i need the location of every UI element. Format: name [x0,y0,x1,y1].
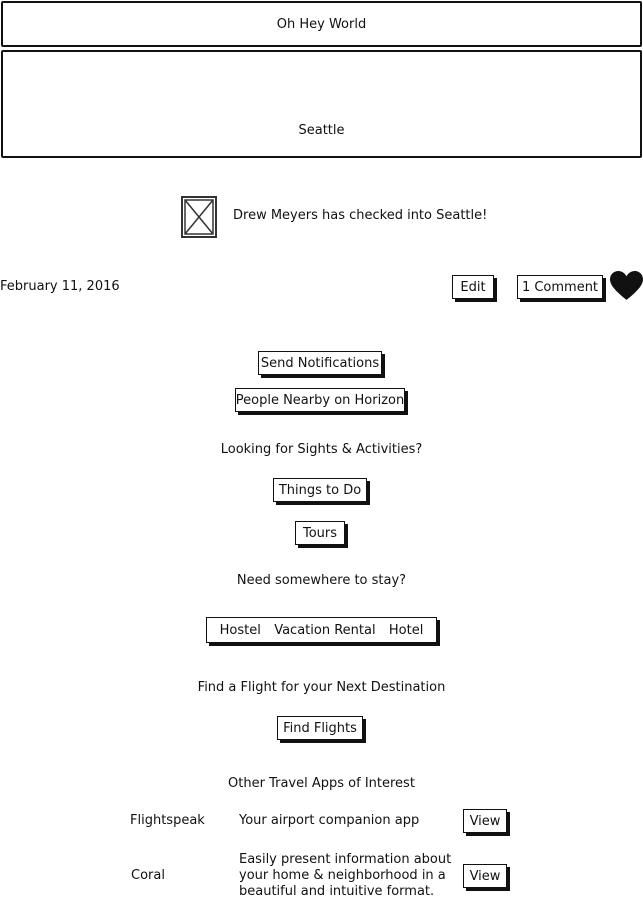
things-to-do-button[interactable]: Things to Do [273,478,367,502]
app-description [239,852,451,900]
app-name: Coral [131,868,165,883]
lodging-segmented-control [206,617,437,643]
comment-button[interactable]: 1 Comment [517,275,603,299]
view-coral-button[interactable]: View [463,864,507,888]
header-bar [1,1,642,47]
avatar-image-placeholder [181,196,217,238]
image-placeholder-icon [183,198,215,236]
send-notifications-button[interactable]: Send Notifications [258,351,382,375]
app-description [239,813,419,829]
find-flights-button[interactable]: Find Flights [277,716,363,740]
view-flightspeak-button[interactable]: View [463,809,507,833]
app-description-line: Easily present information about [239,852,452,867]
people-nearby-button[interactable]: People Nearby on Horizon [235,388,405,412]
hero-city: Seattle [298,123,345,138]
app-name: Flightspeak [130,813,205,828]
checkin-message: Drew Meyers has checked into Seattle! [233,208,488,223]
hostel-option[interactable]: Hostel [219,622,261,638]
heart-icon[interactable] [610,271,643,301]
hotel-option[interactable]: Hotel [388,622,424,638]
app-description-line: beautiful and intuitive format. [239,884,435,899]
app-title: Oh Hey World [276,16,367,32]
app-description-line: Your airport companion app [239,813,420,828]
stay-heading: Need somewhere to stay? [236,573,407,588]
post-date: February 11, 2016 [0,279,120,294]
sights-heading: Looking for Sights & Activities? [220,442,423,457]
vacation-rental-option[interactable]: Vacation Rental [274,622,376,638]
edit-button[interactable]: Edit [452,275,494,299]
flights-heading: Find a Flight for your Next Destination [197,680,446,695]
app-description-line: your home & neighborhood in a [239,868,446,883]
apps-heading: Other Travel Apps of Interest [228,776,415,791]
tours-button[interactable]: Tours [295,521,345,545]
hero-banner [1,50,642,158]
